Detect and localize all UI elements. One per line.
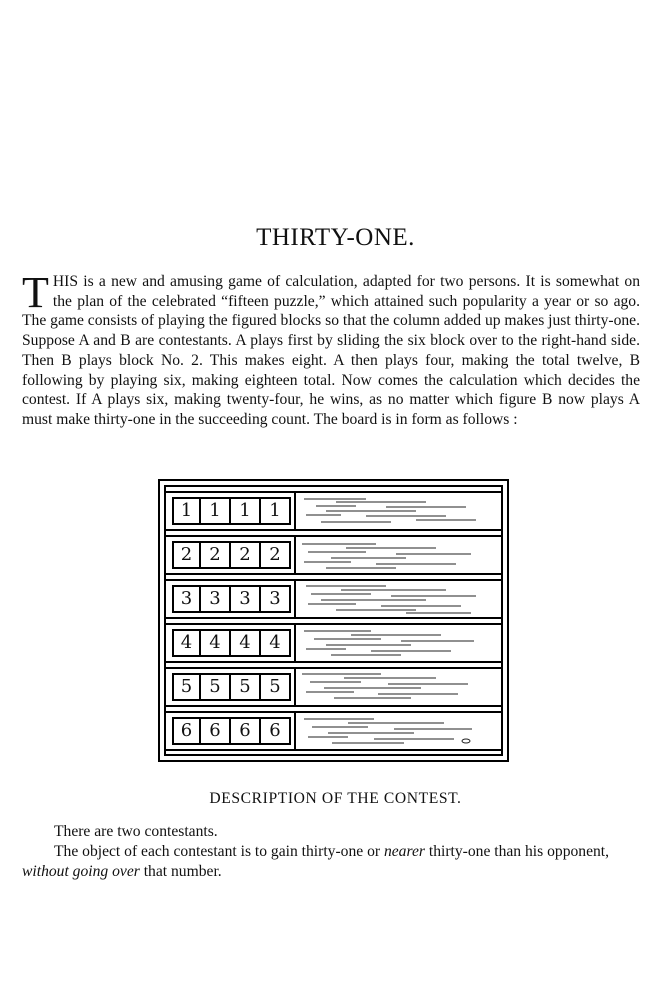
intro-paragraph <box>22 268 640 430</box>
wood-grain-lines <box>296 537 496 573</box>
board-row-1 <box>166 491 501 531</box>
block-2: 2 <box>261 541 291 569</box>
block-5: 5 <box>172 673 201 701</box>
emphasized-text: without going over <box>22 863 140 880</box>
block-1: 1 <box>261 497 291 525</box>
block-4: 4 <box>231 629 261 657</box>
block-1: 1 <box>231 497 261 525</box>
block-6: 6 <box>261 717 291 745</box>
wood-grain-lines <box>296 669 496 705</box>
paragraph: There are two contestants. <box>54 823 218 840</box>
block-4: 4 <box>201 629 231 657</box>
block-2: 2 <box>172 541 201 569</box>
paragraph-text: The object of each contestant is to gain thirty-one or <box>54 843 384 860</box>
board-frame <box>164 485 503 756</box>
block-4: 4 <box>261 629 291 657</box>
block-4: 4 <box>172 629 201 657</box>
wood-grain-lines <box>296 493 496 529</box>
intro-text: HIS is a new and amusing game of calculation, adapted for two persons. It is somewhat on the plan of the celebrated “fifteen puzzle,” which attained such popularity a year or so ago. The game consists of playing the figured blocks so that the column added up makes just thirty-one. Suppose A and B are contestants. A plays first by sliding the six block over to the right-hand side. Then B plays block No. 2. This makes eight. A then plays four, making the total twelve, B following by playing six, making eighteen total. Now comes the calculation which decides the contest. If A plays six, making twenty-four, he wins, as no matter which figure B now plays A must make thirty-one in the succeeding count. The board is in form as follows : <box>22 273 640 428</box>
wood-grain-lines <box>296 581 496 617</box>
block-3: 3 <box>261 585 291 613</box>
wood-grain-slot <box>294 669 501 705</box>
wood-grain-slot <box>294 625 501 661</box>
section-heading: DESCRIPTION OF THE CONTEST. <box>209 790 462 807</box>
block-3: 3 <box>231 585 261 613</box>
wood-grain-lines <box>296 713 496 749</box>
paragraph-text: thirty-one than his opponent, <box>424 843 610 860</box>
block-2: 2 <box>201 541 231 569</box>
wood-grain-slot <box>294 713 501 749</box>
block-3: 3 <box>201 585 231 613</box>
block-6: 6 <box>172 717 201 745</box>
board-row-6 <box>166 711 501 751</box>
board-row-3 <box>166 579 501 619</box>
block-3: 3 <box>172 585 201 613</box>
emphasized-text: nearer <box>383 843 425 860</box>
block-5: 5 <box>261 673 291 701</box>
block-5: 5 <box>201 673 231 701</box>
wood-grain-slot <box>294 537 501 573</box>
block-6: 6 <box>201 717 231 745</box>
block-6: 6 <box>231 717 261 745</box>
wood-grain-lines <box>296 625 496 661</box>
block-5: 5 <box>231 673 261 701</box>
wood-grain-slot <box>294 493 501 529</box>
block-1: 1 <box>172 497 201 525</box>
block-1: 1 <box>201 497 231 525</box>
board-row-4 <box>166 623 501 663</box>
game-board-illustration <box>158 479 509 762</box>
paragraph <box>22 842 642 882</box>
board-row-5 <box>166 667 501 707</box>
page-title: THIRTY-ONE. <box>256 224 415 251</box>
paragraph-text: that number. <box>139 863 222 880</box>
drop-cap: T <box>22 268 49 317</box>
board-row-2 <box>166 535 501 575</box>
wood-grain-slot <box>294 581 501 617</box>
block-2: 2 <box>231 541 261 569</box>
